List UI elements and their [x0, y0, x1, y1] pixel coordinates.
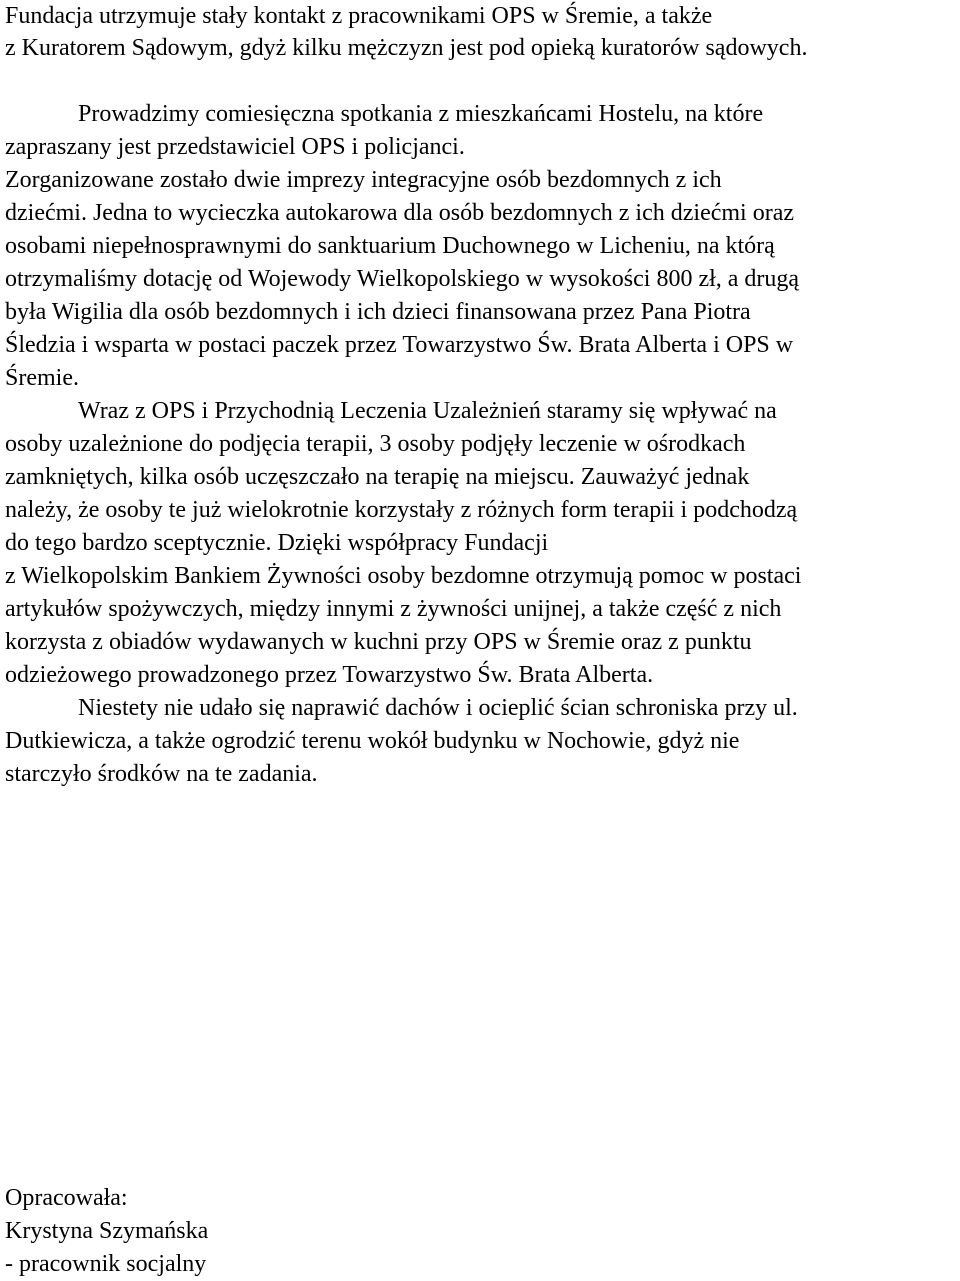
text-line: odzieżowego prowadzonego przez Towarzystwo Św. Brata Alberta.: [5, 662, 654, 688]
text-line: dziećmi. Jedna to wycieczka autokarowa dla osób bezdomnych z ich dziećmi oraz: [5, 200, 794, 226]
text-line: zapraszany jest przedstawiciel OPS i policjanci.: [5, 134, 465, 160]
signature-name: Krystyna Szymańska: [5, 1218, 209, 1244]
text-line: artykułów spożywczych, między innymi z żywności unijnej, a także część z nich: [5, 596, 782, 622]
text-line: Fundacja utrzymuje stały kontakt z pracownikami OPS w Śremie, a także: [5, 3, 713, 29]
text-line: należy, że osoby te już wielokrotnie korzystały z różnych form terapii i podchodzą: [5, 497, 798, 523]
text-line: starczyło środków na te zadania.: [5, 761, 318, 787]
text-line: Śremie.: [5, 365, 79, 391]
text-line: z Kuratorem Sądowym, gdyż kilku mężczyzn jest pod opieką kuratorów sądowych.: [5, 35, 808, 61]
text-line: Wraz z OPS i Przychodnią Leczenia Uzależnień staramy się wpływać na: [78, 398, 777, 424]
text-line: Prowadzimy comiesięczna spotkania z mieszkańcami Hostelu, na które: [78, 101, 764, 127]
text-line: z Wielkopolskim Bankiem Żywności osoby bezdomne otrzymują pomoc w postaci: [5, 563, 802, 589]
text-line: otrzymaliśmy dotację od Wojewody Wielkopolskiego w wysokości 800 zł, a drugą: [5, 266, 800, 292]
text-line: Dutkiewicza, a także ogrodzić terenu wokół budynku w Nochowie, gdyż nie: [5, 728, 740, 754]
text-line: do tego bardzo sceptycznie. Dzięki współpracy Fundacji: [5, 530, 549, 556]
text-line: zamkniętych, kilka osób uczęszczało na terapię na miejscu. Zauważyć jednak: [5, 464, 750, 490]
text-line: Niestety nie udało się naprawić dachów i ocieplić ścian schroniska przy ul.: [78, 695, 798, 721]
text-line: osoby uzależnione do podjęcia terapii, 3 osoby podjęły leczenie w ośrodkach: [5, 431, 746, 457]
text-line: osobami niepełnosprawnymi do sanktuarium Duchownego w Licheniu, na którą: [5, 233, 775, 259]
signature-role: - pracownik socjalny: [5, 1251, 207, 1277]
text-line: Śledzia i wsparta w postaci paczek przez Towarzystwo Św. Brata Alberta i OPS w: [5, 332, 794, 358]
signature-label: Opracowała:: [5, 1185, 128, 1211]
text-line: korzysta z obiadów wydawanych w kuchni przy OPS w Śremie oraz z punktu: [5, 629, 752, 655]
text-line: była Wigilia dla osób bezdomnych i ich dzieci finansowana przez Pana Piotra: [5, 299, 751, 325]
text-line: Zorganizowane zostało dwie imprezy integracyjne osób bezdomnych z ich: [5, 167, 722, 193]
